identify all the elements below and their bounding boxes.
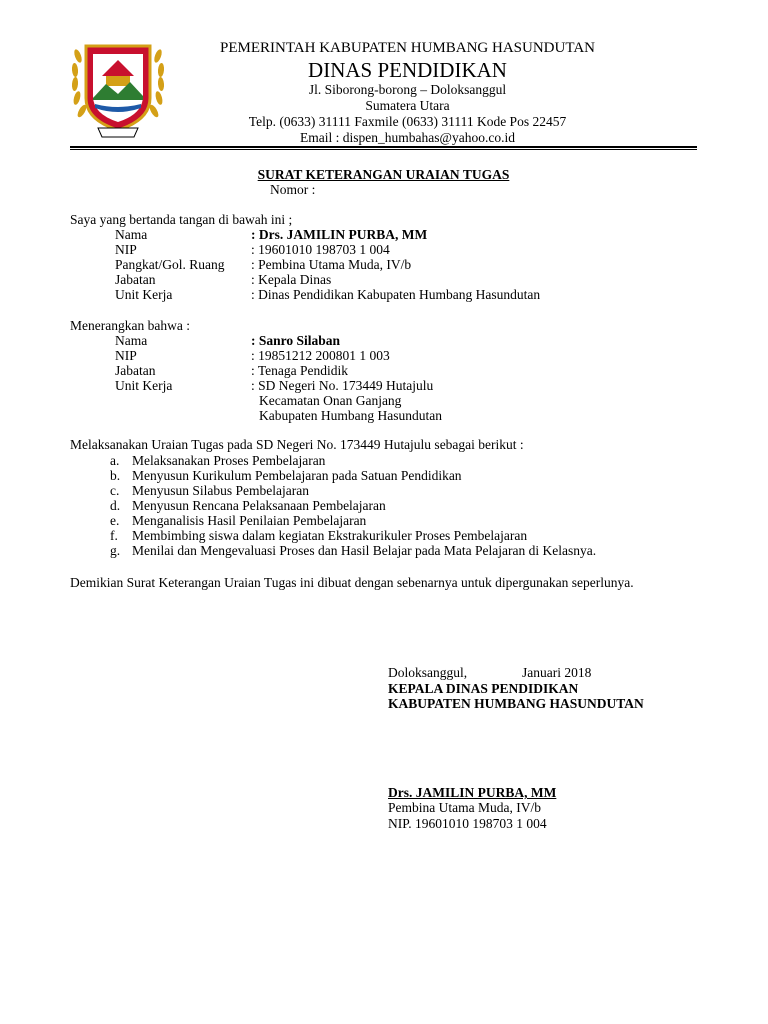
email-line: Email : dispen_humbahas@yahoo.co.id <box>300 130 515 145</box>
field-value: : Dinas Pendidikan Kabupaten Humbang Hasundutan <box>251 287 541 302</box>
header-divider-thin <box>70 149 697 150</box>
duty-text: Melaksanakan Proses Pembelajaran <box>132 453 326 468</box>
field-value: : SD Negeri No. 173449 Hutajulu <box>251 378 434 393</box>
unit-continuation-2: Kabupaten Humbang Hasundutan <box>259 408 442 423</box>
duty-item <box>110 543 596 558</box>
duty-marker: e. <box>110 513 120 528</box>
duty-marker: g. <box>110 543 121 558</box>
government-name: PEMERINTAH KABUPATEN HUMBANG HASUNDUTAN <box>220 40 595 56</box>
signer-row <box>115 257 411 273</box>
letterhead <box>170 40 645 146</box>
field-value: : Kepala Dinas <box>251 272 332 287</box>
department-name: DINAS PENDIDIKAN <box>308 58 507 82</box>
signer-name: Drs. JAMILIN PURBA, MM <box>388 785 557 800</box>
duty-marker: d. <box>110 498 121 513</box>
signer-row <box>115 227 427 243</box>
header-divider-thick <box>70 146 697 148</box>
duty-text: Membimbing siswa dalam kegiatan Ekstrakurikuler Proses Pembelajaran <box>132 528 528 543</box>
field-value: : Tenaga Pendidik <box>251 363 349 378</box>
signature-place-date <box>388 665 591 681</box>
field-value: : 19601010 198703 1 004 <box>251 242 390 257</box>
duties-intro: Melaksanakan Uraian Tugas pada SD Negeri No. 173449 Hutajulu sebagai berikut : <box>70 437 524 452</box>
signer-row <box>115 242 390 258</box>
duty-text: Menilai dan Mengevaluasi Proses dan Hasil Belajar pada Mata Pelajaran di Kelasnya. <box>132 543 597 558</box>
subject-row <box>115 363 348 379</box>
field-label: NIP <box>115 348 137 363</box>
address-line-2: Sumatera Utara <box>365 98 450 113</box>
subject-row <box>115 333 340 349</box>
subject-row <box>115 378 433 394</box>
unit-continuation-1: Kecamatan Onan Ganjang <box>259 393 402 408</box>
signature-position-1: KEPALA DINAS PENDIDIKAN <box>388 681 579 696</box>
duty-text: Menyusun Kurikulum Pembelajaran pada Satuan Pendidikan <box>132 468 462 483</box>
signer-rank: Pembina Utama Muda, IV/b <box>388 800 541 815</box>
signer-row <box>115 272 331 288</box>
signature-place: Doloksanggul, <box>388 665 468 680</box>
regency-emblem-icon <box>68 36 168 144</box>
field-label: NIP <box>115 242 137 257</box>
signature-position-2: KABUPATEN HUMBANG HASUNDUTAN <box>388 696 644 711</box>
duty-text: Menyusun Rencana Pelaksanaan Pembelajaran <box>132 498 386 513</box>
field-label: Pangkat/Gol. Ruang <box>115 257 225 272</box>
field-value: : Pembina Utama Muda, IV/b <box>251 257 412 272</box>
signer-row <box>115 287 540 303</box>
duty-item <box>110 498 386 513</box>
field-value: : Drs. JAMILIN PURBA, MM <box>251 227 428 242</box>
closing-paragraph: Demikian Surat Keterangan Uraian Tugas ini dibuat dengan sebenarnya untuk dipergunakan seperlunya. <box>70 575 634 590</box>
field-label: Nama <box>115 227 148 242</box>
duty-text: Menganalisis Hasil Penilaian Pembelajaran <box>132 513 367 528</box>
duty-item <box>110 468 462 483</box>
field-label: Jabatan <box>115 363 156 378</box>
field-label: Nama <box>115 333 148 348</box>
field-label: Unit Kerja <box>115 378 173 393</box>
signature-date: Januari 2018 <box>522 665 592 680</box>
subject-row <box>115 348 390 364</box>
duty-item <box>110 528 527 543</box>
explains-text: Menerangkan bahwa : <box>70 318 190 333</box>
signer-nip: NIP. 19601010 198703 1 004 <box>388 816 547 831</box>
duty-item <box>110 513 366 528</box>
letter-title: SURAT KETERANGAN URAIAN TUGAS <box>257 167 510 182</box>
duty-marker: c. <box>110 483 120 498</box>
phone-line: Telp. (0633) 31111 Faxmile (0633) 31111 Kode Pos 22457 <box>248 114 567 129</box>
duty-text: Menyusun Silabus Pembelajaran <box>132 483 309 498</box>
intro-text: Saya yang bertanda tangan di bawah ini ; <box>70 212 293 227</box>
duty-marker: b. <box>110 468 121 483</box>
field-label: Unit Kerja <box>115 287 173 302</box>
letter-number: Nomor : <box>270 182 316 197</box>
address-line-1: Jl. Siborong-borong – Doloksanggul <box>308 82 507 97</box>
field-value: : Sanro Silaban <box>251 333 341 348</box>
field-value: : 19851212 200801 1 003 <box>251 348 390 363</box>
duty-item <box>110 453 325 468</box>
field-label: Jabatan <box>115 272 156 287</box>
duty-marker: a. <box>110 453 120 468</box>
duty-item <box>110 483 309 498</box>
duty-marker: f. <box>110 528 118 543</box>
